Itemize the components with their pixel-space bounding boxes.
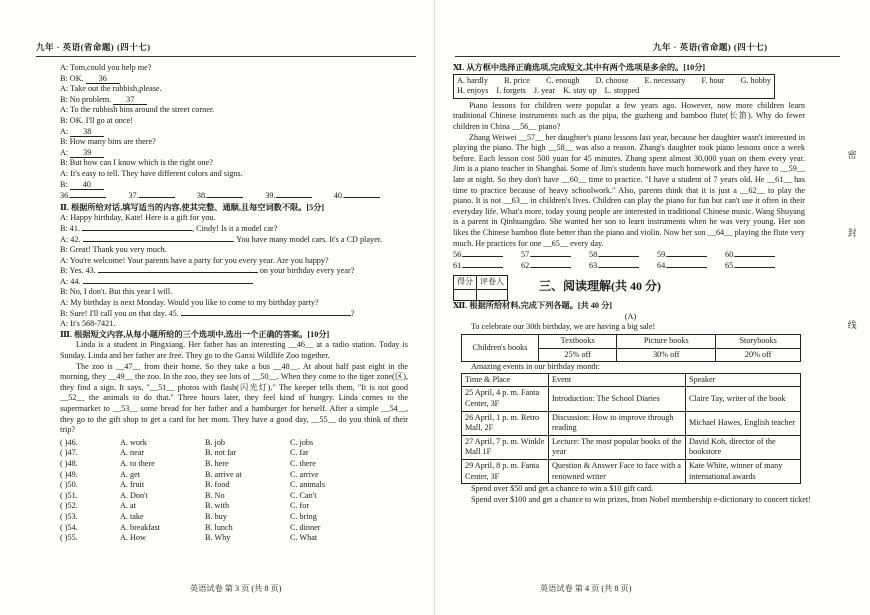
dialogue-line: B: No problem. 37	[60, 95, 410, 106]
answer-blank-45[interactable]	[181, 315, 351, 316]
dialogue-line: A: To the rubbish bins around the street corner.	[60, 105, 215, 115]
answer-blank-38[interactable]: 38	[70, 127, 104, 137]
choice-option[interactable]: B. not far	[205, 448, 237, 458]
choice-list	[60, 438, 410, 544]
d2-line: B: Yes. 43. on your birthday every year?	[60, 266, 355, 276]
choice-option[interactable]: A. Don't	[120, 490, 148, 500]
choice-option[interactable]: B. arrive at	[205, 469, 242, 479]
choice-option[interactable]: C. Can't	[290, 490, 317, 500]
dialogue-line: B: 40	[60, 180, 410, 191]
page-header-right: 九年 · 英语(省命题) (四十七)	[653, 42, 768, 52]
word-option: E. necessary	[644, 75, 686, 85]
question-number: ( )54.	[60, 522, 78, 532]
section-12-title: Ⅻ. 根据所给材料,完成下列各题。[共 40 分]	[453, 301, 612, 311]
answer-slot[interactable]: 63.	[589, 261, 657, 272]
question-number: ( )50.	[60, 480, 78, 490]
choice-option[interactable]: C. far	[290, 448, 309, 458]
choice-option[interactable]: C. arrive	[290, 469, 319, 479]
grader-label: 评卷人	[477, 276, 508, 290]
event-row	[462, 435, 801, 459]
event-event: Discussion: How to improve through reading	[549, 411, 686, 435]
choice-option[interactable]: A. fruit	[120, 480, 145, 490]
choice-option[interactable]: C. for	[290, 501, 310, 511]
choice-option[interactable]: C. jobs	[290, 437, 314, 447]
question-number: ( )51.	[60, 490, 78, 500]
dialogue-line: A: Tom,could you help me?	[60, 63, 152, 72]
choice-option[interactable]: C. there	[290, 458, 316, 468]
sale-col: Textbooks	[539, 335, 617, 349]
question-number: ( )52.	[60, 501, 78, 511]
answer-slot[interactable]: 58.	[589, 250, 657, 261]
sale-val: 30% off	[617, 348, 716, 362]
answer-slot[interactable]: 36.	[60, 191, 106, 202]
event-speaker: Michael Hawes, English teacher	[686, 411, 801, 435]
piano-passage-p1: Piano lessons for children were popular a few years ago. However, now more children learn traditional Chinese instruments such as the pipa, the guzheng and bamboo flute(长笛). Why do fewer children in China __56__ piano?	[453, 100, 805, 131]
choice-option[interactable]: A. get	[120, 469, 141, 479]
answer-slot[interactable]: 65.	[725, 261, 793, 272]
question-number: ( )55.	[60, 533, 78, 543]
word-option: J. year	[533, 86, 556, 96]
question-number: ( )47.	[60, 448, 78, 458]
sale-val: 25% off	[539, 348, 617, 362]
events-table	[461, 373, 801, 484]
dialogue-line: B: How many bins are there?	[60, 137, 156, 147]
choice-option[interactable]: C. What	[290, 533, 318, 543]
question-number: ( )46.	[60, 437, 78, 447]
answer-blank-42[interactable]	[83, 241, 233, 242]
choice-option[interactable]: A. at	[120, 501, 136, 511]
word-option: H. enjoys	[457, 86, 489, 96]
event-time: 26 April, 1 p. m. Retro Mall, 2F	[462, 411, 549, 435]
dialogue-line: A: 39	[60, 148, 410, 159]
spend-note-2: Spend over $100 and get a chance to win prizes, from Nobel membership e-dictionary to concert ticket!	[471, 494, 811, 504]
word-option: C. enough	[545, 75, 580, 85]
event-time: 27 April, 7 p. m. Winkle Mall 1F	[462, 435, 549, 459]
section-11-title: Ⅺ. 从方框中选择正确选项,完成短文,其中有两个选项是多余的。[10分]	[453, 63, 706, 72]
answer-slot[interactable]: 60.	[725, 250, 793, 261]
answer-blank-36[interactable]: 36	[86, 74, 120, 84]
choice-option[interactable]: B. here	[205, 458, 229, 468]
choice-row	[60, 480, 410, 491]
choice-option[interactable]: B. food	[205, 480, 230, 490]
answer-slot[interactable]: 62.	[521, 261, 589, 272]
d2-line: B: Sure! I'll call you on that day. 45. ?	[60, 308, 355, 318]
question-number: ( )49.	[60, 469, 78, 479]
answer-slot[interactable]: 64.	[657, 261, 725, 272]
d2-line: B: No, I don't. But this year I will.	[60, 287, 173, 297]
choice-row	[60, 533, 410, 544]
word-option: G. hobby	[740, 75, 771, 85]
sale-val: 20% off	[716, 348, 801, 362]
spend-note-1: Spend over $50 and get a chance to win a $10 gift card.	[471, 484, 654, 494]
dialogue-line: A: Take out the rubbish,please.	[60, 84, 162, 94]
choice-option[interactable]: A. to there	[120, 458, 155, 468]
events-head: Event	[549, 373, 686, 387]
events-head: Time & Place	[462, 373, 549, 387]
piano-passage-p2: Zhang Weiwei __57__ her daughter's piano lessons last year, because her daughter wasn't interested in playing the piano. The high __58__ was also a reason. Zhang's daughter took piano lessons once a week before. Each lesson cost 500 yuan for 45 minutes. Zhang spent almost 30,000 yuan on them every year. Jim is a piano teacher in Shanghai. Some of Jim's students have much homework and they have to __59__ late at night. So they don't have __60__ time to practice. "I have a student of 7 years old. He __61__ has time to practice because of heavy schoolwork." Also, parents think that it is just a __62__ to play the piano. It is not __63__ in children's lives. Children can play the piano for fun but can't use it often in their everyday life. What's more, today young people are interested in traditional Chinese music. Wang Shuyang is a parent in Qinhuangdao. She wanted her son to learn instruments when he was very young. Her son likes the Chinese bamboo flute better than the piano and violin. Now her son __64__ playing the flute very much. He practices for one __65__ every day.	[453, 132, 805, 248]
right-page	[435, 0, 870, 615]
events-intro: Amazing events in our birthday month:	[471, 362, 600, 372]
answer-blank-41[interactable]	[82, 230, 192, 231]
answer-slot[interactable]: 61.	[453, 261, 521, 272]
answer-slot[interactable]: 38.	[197, 191, 243, 202]
score-cell[interactable]	[454, 289, 477, 300]
choice-row	[60, 501, 410, 512]
choice-option[interactable]: C. animals	[290, 480, 326, 490]
word-option: A. hardly	[457, 75, 488, 85]
choice-option[interactable]: A. take	[120, 511, 144, 521]
dialogue-line: B: OK. I'll go at once!	[60, 115, 133, 125]
choice-row	[60, 459, 410, 470]
answer-slot[interactable]: 39.	[265, 191, 311, 202]
dialogue-line: B: But how can I know which is the right one?	[60, 158, 213, 168]
choice-option[interactable]: B. job	[205, 437, 226, 447]
answer-slot[interactable]: 56.	[453, 250, 521, 261]
dialogue-2	[60, 213, 410, 330]
answer-blank-37[interactable]: 37	[113, 95, 147, 105]
answer-slot[interactable]: 37.	[128, 191, 174, 202]
sale-col: Picture books	[617, 335, 716, 349]
d2-line: A: My birthday is next Monday. Would you like to come to my birthday party?	[60, 298, 319, 308]
d2-line: A: 42. . You have many model cars. It's a CD player.	[60, 234, 383, 244]
margin-mark: 线	[846, 320, 857, 329]
sale-col: Storybooks	[716, 335, 801, 349]
question-number: ( )48.	[60, 458, 78, 468]
part-3-title: 三、阅读理解(共 40 分)	[539, 279, 661, 294]
dialogue-line: A: It's easy to tell. They have different colors and signs.	[60, 168, 243, 178]
answer-slot[interactable]: 57.	[521, 250, 589, 261]
answer-blank-43[interactable]	[98, 272, 258, 273]
passage-p2: The zoo is __47__ from their home. So they take a bus __48__. At about half past eight in the morning, they __49__ the zoo. In the zoo, they see lots of __50__. When they come to the tiger zone(区), they find a sign. It says, "__51__ photos with flash(闪光灯)." The keeper tells them, "It is not good __52__ the animals to do that." Three hours later, they feel kind of hungry. Linda comes to the supermarket to __53__ some bread for her father and a hamburger for herself. After a simple __54__, they go to the gift shop to get a card for her mom. They have a good day, __55__ do you think of their trip?	[60, 361, 408, 435]
choice-option[interactable]: A. How	[120, 533, 146, 543]
choice-option[interactable]: B. with	[205, 501, 230, 511]
answer-grid-56-65	[453, 250, 793, 271]
choice-option[interactable]: A. breakfast	[120, 522, 161, 532]
event-row	[462, 460, 801, 484]
passage-p1: Linda is a student in Pingxiang. Her father has an interesting __46__ at a radio station. Today is Sunday. Linda and her father are free. They go to the Ganxi Wildlife Zoo together.	[60, 340, 408, 361]
header-rule	[455, 56, 840, 57]
section-3-title: Ⅲ. 根据短文内容,从每小题所给的三个选项中,选出一个正确的答案。[10分]	[60, 329, 330, 339]
d2-line: B: Great! Thank you very much.	[60, 245, 167, 255]
dialogue-line: B: OK. 36	[60, 74, 410, 85]
choice-option[interactable]: A. near	[120, 448, 145, 458]
choice-option[interactable]: A. work	[120, 437, 147, 447]
event-speaker: David Koh, director of the bookstore	[686, 435, 801, 459]
choice-row	[60, 448, 410, 459]
event-event: Introduction: The School Diaries	[549, 387, 686, 411]
right-content	[453, 63, 811, 505]
page-header-left: 九年 · 英语(省命题) (四十七)	[36, 42, 151, 52]
score-label: 得分	[454, 276, 477, 290]
dialogue-1	[60, 63, 410, 544]
choice-option[interactable]: B. lunch	[205, 522, 233, 532]
d2-line: A: 44.	[60, 277, 410, 288]
margin-mark: 密	[846, 150, 857, 159]
answer-blank-40[interactable]: 40	[70, 180, 104, 190]
page-footer-left: 英语试卷 第 3 页 (共 8 页)	[190, 584, 282, 593]
d2-line: A: Happy birthday, Kate! Here is a gift for you.	[60, 213, 216, 223]
choice-row	[60, 438, 410, 449]
page-footer-right: 英语试卷 第 4 页 (共 8 页)	[540, 584, 632, 593]
events-head: Speaker	[686, 373, 801, 387]
margin-mark: 封	[846, 228, 857, 237]
grader-cell[interactable]	[477, 289, 508, 300]
answer-slot[interactable]: 59.	[657, 250, 725, 261]
choice-option[interactable]: C. dinner	[290, 522, 321, 532]
choice-option[interactable]: B. buy	[205, 511, 227, 521]
sale-row-head: Children's books	[462, 335, 539, 362]
d2-line: A: You're welcome! Your parents have a party for you every year. Are you happy?	[60, 255, 329, 265]
event-event: Question & Answer Face to face with a renowned writer	[549, 460, 686, 484]
answer-slot[interactable]: 40.	[334, 191, 380, 202]
event-speaker: Claire Tay, writer of the book	[686, 387, 801, 411]
header-rule	[36, 56, 416, 57]
answer-blank-39[interactable]: 39	[70, 148, 104, 158]
choice-option[interactable]: C. bring	[290, 511, 317, 521]
question-number: ( )53.	[60, 511, 78, 521]
answer-line-36-40	[60, 191, 380, 202]
choice-row	[60, 491, 410, 502]
word-option: B. price	[503, 75, 530, 85]
event-row	[462, 387, 801, 411]
dialogue-line: A: 38	[60, 127, 410, 138]
sale-intro: To celebrate our 30th birthday, we are having a big sale!	[471, 322, 656, 332]
word-option: D. choose	[595, 75, 629, 85]
choice-row	[60, 512, 410, 523]
choice-row	[60, 470, 410, 481]
word-option: F. hour	[701, 75, 725, 85]
d2-line: A: It's 568-7421.	[60, 319, 116, 329]
options-box	[453, 74, 775, 99]
section-2-title: Ⅱ. 根据所给对话,填写适当的内容,使其完整、通顺,且每空词数不限。[5分]	[60, 202, 325, 212]
word-option: K. stay up	[563, 86, 597, 96]
word-option: I. forgets	[496, 86, 526, 96]
event-time: 25 April, 4 p. m. Fanta Center, 3F	[462, 387, 549, 411]
part-3-header	[453, 275, 808, 301]
sale-table	[461, 334, 801, 362]
event-row	[462, 411, 801, 435]
event-time: 29 April, 8 p. m. Fanta Center, 3F	[462, 460, 549, 484]
event-event: Lecture: The most popular books of the year	[549, 435, 686, 459]
word-option: L. stopped	[604, 86, 640, 96]
choice-option[interactable]: B. Why	[205, 533, 231, 543]
section-letter: (A)	[624, 311, 637, 321]
score-box	[453, 275, 508, 301]
d2-line: B: 41. , Cindy! Is it a model car?	[60, 223, 278, 233]
answer-blank-44[interactable]	[83, 283, 253, 284]
choice-option[interactable]: B. No	[205, 490, 225, 500]
choice-row	[60, 523, 410, 534]
event-speaker: Kate White, winner of many international awards	[686, 460, 801, 484]
